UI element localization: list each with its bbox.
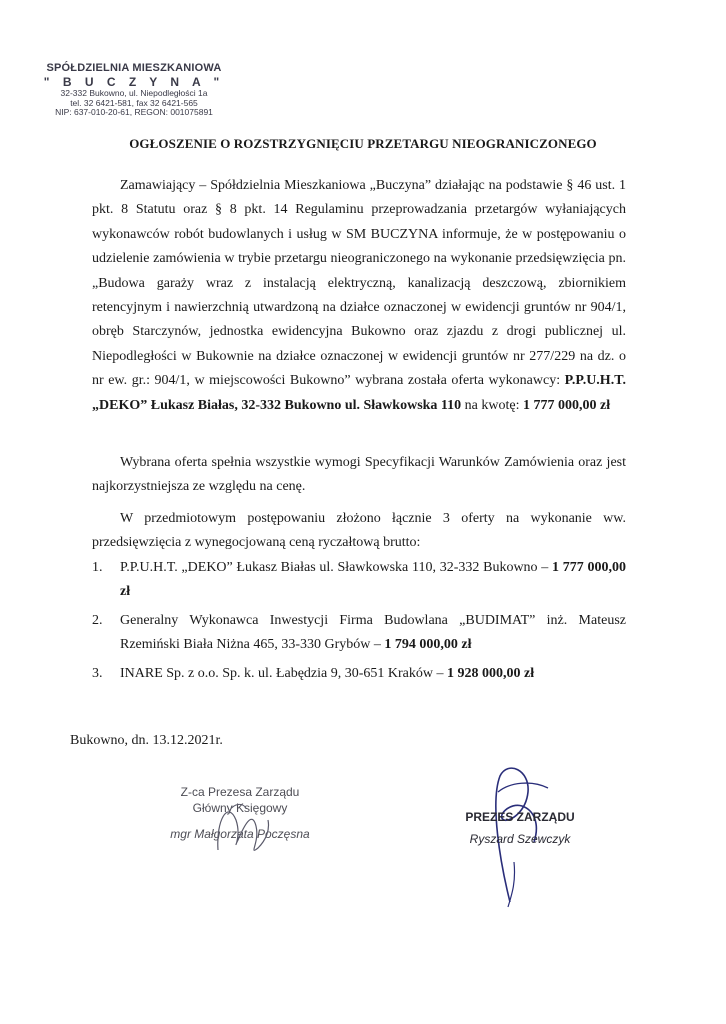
offer-text: INARE Sp. z o.o. Sp. k. ul. Łabędzia 9, 30-651 Kraków – — [120, 665, 448, 681]
paragraph-3 — [92, 507, 626, 556]
left-handwritten-signature-icon — [208, 790, 278, 865]
offer-number: 2. — [92, 612, 103, 628]
document-date: Bukowno, dn. 13.12.2021r. — [70, 733, 223, 748]
document-title: OGŁOSZENIE O ROZSTRZYGNIĘCIU PRZETARGU NIEOGRANICZONEGO — [129, 136, 597, 151]
paragraph-1-text: Zamawiający – Spółdzielnia Mieszkaniowa „Buczyna” działając na podstawie § 46 ust. 1 pkt. 8 Statutu oraz § 8 pkt. 14 Regulaminu przeprowadzania przetargów wyłaniających wykonawców robót budowlanych i usług w SM BUCZYNA informuje, że w postępowaniu o udzielenie zamówienia w trybie przetargu nieograniczonego na wykonanie przedsięwzięcia pn. „Budowa garaży wraz z instalacją elektryczną, kanalizacją deszczową, zbiornikiem retencyjnym i nawierzchnią utwardzoną na działce oznaczonej w ewidencji gruntów nr 904/1, obręb Starczynów, jednostka ewidencyjna Bukowno oraz zjazdu z drogi publicznej ul. Niepodległości w Bukownie na działce oznaczonej w ewidencji gruntów nr 277/229 na dz. o nr ew. gr.: 904/1, w miejscowości Bukowno” wybrana została oferta wykonawcy: — [92, 178, 626, 389]
offer-number: 1. — [92, 560, 103, 575]
stamp-line-5: NIP: 637-010-20-61, REGON: 001075891 — [55, 107, 213, 117]
offer-price: 1 928 000,00 zł — [447, 665, 535, 681]
list-item — [92, 556, 626, 605]
stamp-line-4: tel. 32 6421-581, fax 32 6421-565 — [70, 97, 198, 108]
offers-list — [92, 556, 626, 690]
right-signature-name: Ryszard Szewczyk — [469, 832, 571, 846]
right-signature-role: PREZES ZARZĄDU — [465, 810, 575, 824]
right-signature-stamp — [450, 810, 590, 846]
stamp-line-3: 32-332 Bukowno, ul. Niepodległości 1a — [60, 88, 208, 98]
offer-text: P.P.U.H.T. „DEKO” Łukasz Białas ul. Sławkowska 110, 32-332 Bukowno – — [120, 560, 553, 575]
offer-price: 1 794 000,00 zł — [384, 637, 472, 653]
paragraph-1 — [92, 174, 626, 418]
paragraph-3-text: W przedmiotowym postępowaniu złożono łącznie 3 oferty na wykonanie ww. przedsięwzięcia z wynegocjowaną ceną ryczałtową brutto: — [92, 511, 626, 551]
paragraph-2-text: Wybrana oferta spełnia wszystkie wymogi Specyfikacji Warunków Zamówienia oraz jest najkorzystniejsza ze względu na cenę. — [92, 455, 626, 495]
stamp-line-1: SPÓŁDZIELNIA MIESZKANIOWA — [46, 62, 222, 74]
list-item — [92, 609, 626, 658]
left-signature-name: mgr Małgorzata Poczęsna — [170, 827, 310, 841]
left-signature-line-2: Główny Księgowy — [192, 801, 288, 815]
offer-text: Generalny Wykonawca Inwestycji Firma Budowlana „BUDIMAT” inż. Mateusz Rzemiński Biała Niżna 465, 33-330 Grybów – — [120, 612, 626, 653]
paragraph-2 — [92, 451, 626, 500]
amount-prefix: na kwotę: — [461, 397, 523, 413]
winner-amount: 1 777 000,00 zł — [522, 397, 611, 413]
list-item — [92, 662, 626, 686]
winner-name: P.P.U.H.T. „DEKO” Łukasz Białas, 32-332 Bukowno ul. Sławkowska 110 — [92, 373, 626, 413]
company-stamp — [34, 62, 234, 118]
stamp-line-2: " B U C Z Y N A " — [43, 75, 225, 89]
left-signature-line-1: Z-ca Prezesa Zarządu — [180, 785, 300, 799]
offer-price: 1 777 000,00 zł — [120, 560, 626, 600]
offer-number: 3. — [92, 665, 103, 681]
